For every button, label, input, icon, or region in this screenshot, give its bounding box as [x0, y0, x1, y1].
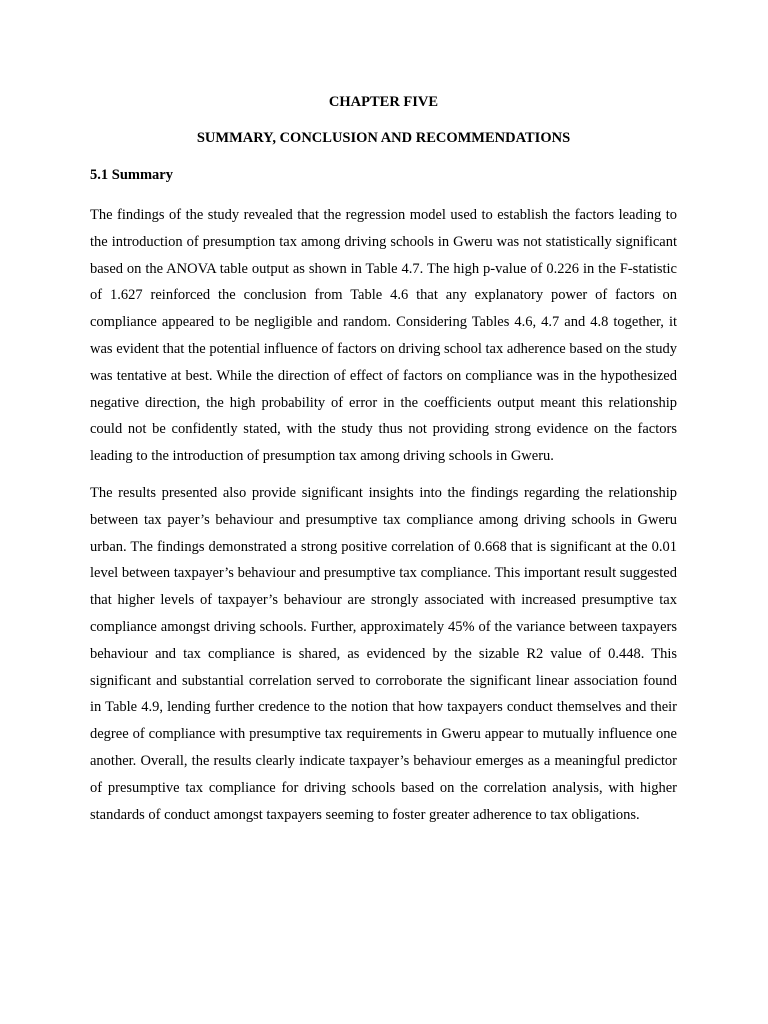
chapter-title: CHAPTER FIVE — [328, 94, 439, 110]
subsection-heading: 5.1 Summary — [90, 167, 173, 183]
summary-paragraph-1: The findings of the study revealed that the regression model used to establish the factors leading to the introduction of presumption tax among driving schools in Gweru was not statistically significant based on the ANOVA table output as shown in Table 4.7. The high p-value of 0.226 in the F-statistic of 1.627 reinforced the conclusion from Table 4.6 that any explanatory power of factors on compliance appeared to be negligible and random. Considering Tables 4.6, 4.7 and 4.8 together, it was evident that the potential influence of factors on driving school tax adherence based on the study was tentative at best. While the direction of effect of factors on compliance was in the hypothesized negative direction, the high probability of error in the coefficients output meant this relationship could not be confidently stated, with the study thus not providing strong evidence on the factors leading to the introduction of presumption tax among driving schools in Gweru. — [90, 207, 677, 465]
document-page — [90, 92, 677, 838]
summary-paragraph-2: The results presented also provide significant insights into the findings regarding the relationship between tax payer’s behaviour and presumptive tax compliance among driving schools in Gweru urban. The findings demonstrated a strong positive correlation of 0.668 that is significant at the 0.01 level between taxpayer’s behaviour and presumptive tax compliance. This important result suggested that higher levels of taxpayer’s behaviour are strongly associated with increased presumptive tax compliance amongst driving schools. Further, approximately 45% of the variance between taxpayers behaviour and tax compliance is shared, as evidenced by the sizable R2 value of 0.448. This significant and substantial correlation served to corroborate the significant linear association found in Table 4.9, lending further credence to the notion that how taxpayers conduct themselves and their degree of compliance with presumptive tax requirements in Gweru appear to mutually influence one another. Overall, the results clearly indicate taxpayer’s behaviour emerges as a meaningful predictor of presumptive tax compliance for driving schools based on the correlation analysis, with higher standards of conduct amongst taxpayers seeming to foster greater adherence to tax obligations. — [90, 484, 677, 823]
section-title: SUMMARY, CONCLUSION AND RECOMMENDATIONS — [196, 130, 571, 146]
